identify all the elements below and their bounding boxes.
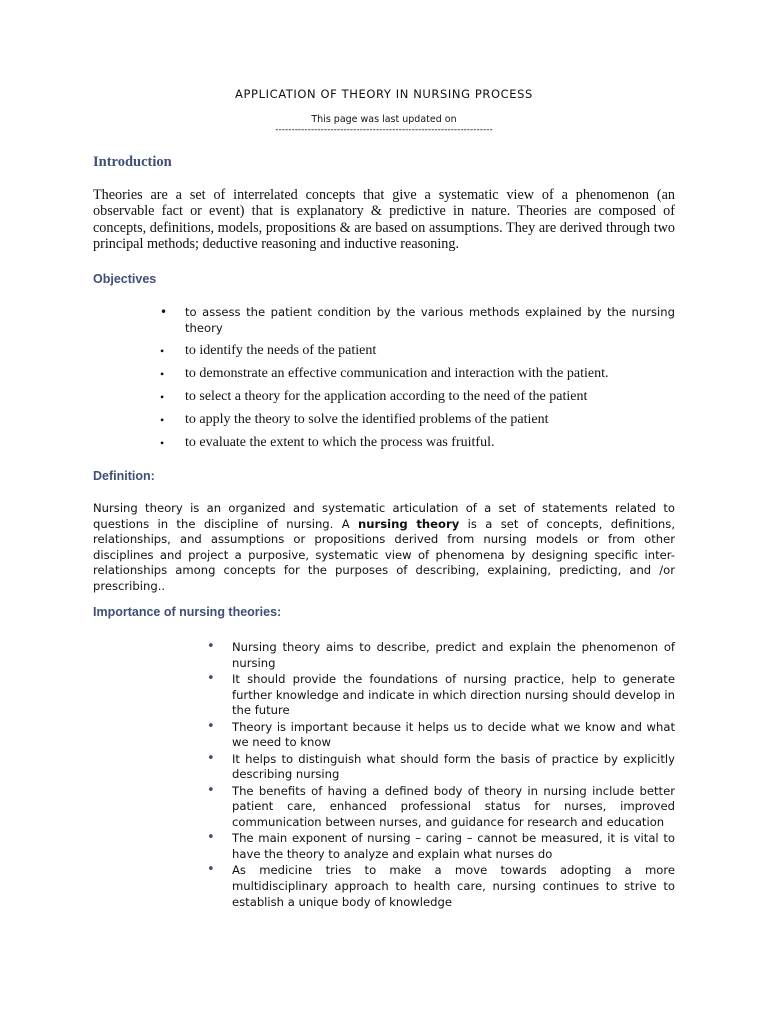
objective-item — [160, 343, 675, 359]
objective-text: to identify the needs of the patient — [185, 343, 377, 358]
importance-text: It should provide the foundations of nursing practice, help to generate further knowledge and indicate in which direction nursing should develop in the future — [232, 672, 675, 718]
objectives-list — [160, 305, 675, 458]
importance-text: The benefits of having a defined body of theory in nursing include better patient care, enhanced professional status for nurses, improved communication between nurses, and guidance for research and education — [232, 783, 675, 830]
bullet-icon: • — [160, 390, 165, 404]
definition-bold-term: nursing theory — [358, 516, 460, 531]
importance-item — [207, 863, 675, 910]
introduction-paragraph: Theories are a set of interrelated concepts that give a systematic view of a phenomenon (an observable fact or event) that is explanatory & predictive in nature. Theories are composed of concepts, definitions, models, propositions & are based on assumptions. They are derived through two principal methods; deductive reasoning and inductive reasoning. — [93, 187, 675, 253]
importance-list — [207, 640, 675, 911]
objective-item — [160, 366, 675, 382]
separator-line: ------------------------------------------------------------------- — [275, 125, 493, 135]
introduction-heading: Introduction — [93, 154, 172, 170]
bullet-icon: • — [160, 413, 165, 427]
bullet-icon: • — [160, 436, 165, 450]
objective-item — [160, 435, 675, 451]
bullet-icon: • — [207, 639, 215, 654]
importance-text: The main exponent of nursing – caring – cannot be measured, it is vital to have the theory to analyze and explain what nurses do — [232, 831, 675, 862]
bullet-icon: • — [160, 344, 165, 358]
objective-item — [160, 412, 675, 428]
objective-item — [160, 305, 675, 336]
importance-item — [207, 752, 675, 783]
importance-item — [207, 831, 675, 862]
bullet-icon: • — [207, 671, 215, 686]
importance-heading: Importance of nursing theories: — [93, 605, 282, 619]
objective-item — [160, 389, 675, 405]
definition-paragraph — [93, 501, 675, 595]
bullet-icon: • — [207, 830, 215, 846]
bullet-icon: • — [207, 782, 215, 798]
objective-text: to assess the patient condition by the various methods explained by the nursing theory — [185, 305, 675, 335]
bullet-icon: • — [207, 750, 215, 766]
definition-text-after: is a set of concepts, definitions, relationships, and assumptions or propositions derived from nursing models or from other disciplines and project a purposive, systematic view of phenomena by designing specific inter-relationships among concepts for the purposes of describing, explaining, predicting, and /or prescribing.. — [93, 516, 676, 593]
bullet-icon: • — [160, 305, 168, 319]
importance-item — [207, 640, 675, 671]
importance-item — [207, 720, 675, 751]
importance-text: Theory is important because it helps us to decide what we know and what we need to know — [232, 719, 675, 750]
bullet-icon: • — [207, 862, 215, 878]
bullet-icon: • — [207, 718, 215, 734]
importance-text: It helps to distinguish what should form the basis of practice by explicitly describing nursing — [232, 751, 675, 782]
importance-text: Nursing theory aims to describe, predict and explain the phenomenon of nursing — [232, 640, 675, 670]
importance-item — [207, 672, 675, 719]
importance-text: As medicine tries to make a move towards adopting a more multidisciplinary approach to health care, nursing continues to strive to establish a unique body of knowledge — [232, 863, 675, 909]
bullet-icon: • — [160, 367, 165, 381]
objective-text: to select a theory for the application according to the need of the patient — [185, 389, 588, 404]
document-title: APPLICATION OF THEORY IN NURSING PROCESS — [235, 87, 533, 101]
last-updated-note: This page was last updated on — [311, 114, 457, 125]
definition-heading: Definition: — [93, 469, 155, 483]
importance-item — [207, 784, 675, 831]
objective-text: to evaluate the extent to which the process was fruitful. — [185, 435, 495, 450]
objective-text: to apply the theory to solve the identified problems of the patient — [185, 412, 549, 427]
definition-text-before: Nursing theory is an organized and systematic articulation of a set of statements related to questions in the discipline of nursing. A — [93, 501, 675, 531]
objective-text: to demonstrate an effective communication and interaction with the patient. — [185, 366, 609, 381]
objectives-heading: Objectives — [93, 272, 157, 286]
